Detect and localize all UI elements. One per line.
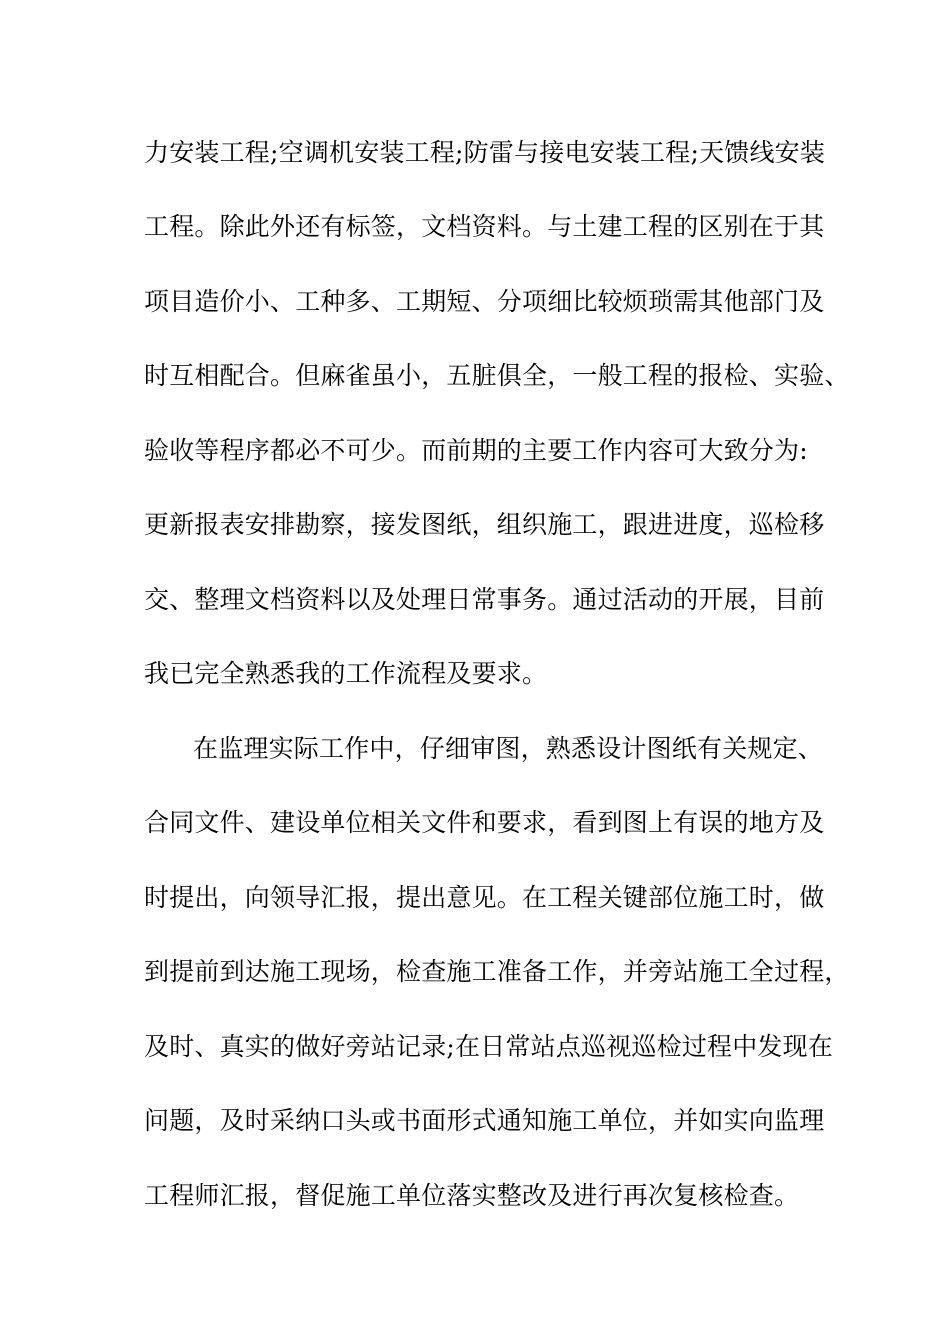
- text-line: 我已完全熟悉我的工作流程及要求。: [144, 659, 548, 688]
- text-line: 交、整理文档资料以及处理日常事务。通过活动的开展，目前: [144, 585, 825, 614]
- text-line: 工程。除此外还有标签，文档资料。与土建工程的区别在于其: [144, 212, 825, 241]
- text-line: 及时、真实的做好旁站记录;在日常站点巡视巡检过程中发现在: [144, 1032, 834, 1061]
- text-line: 工程师汇报，督促施工单位落实整改及进行再次复核检查。: [144, 1181, 800, 1210]
- text-line: 问题，及时采纳口头或书面形式通知施工单位，并如实向监理: [144, 1106, 825, 1135]
- text-line: 项目造价小、工种多、工期短、分项细比较烦琐需其他部门及: [144, 287, 825, 316]
- text-line: 到提前到达施工现场，检查施工准备工作，并旁站施工全过程，: [144, 957, 850, 986]
- text-line: 力安装工程;空调机安装工程;防雷与接电安装工程;天馈线安装: [144, 138, 826, 167]
- text-line: 验收等程序都必不可少。而前期的主要工作内容可大致分为:: [144, 436, 808, 465]
- text-line: 时互相配合。但麻雀虽小，五脏俱全，一般工程的报检、实验、: [144, 361, 850, 390]
- text-line: 合同文件、建设单位相关文件和要求，看到图上有误的地方及: [144, 808, 825, 837]
- text-line: 时提出，向领导汇报，提出意见。在工程关键部位施工时，做: [144, 883, 825, 912]
- text-line: 在监理实际工作中，仔细审图，熟悉设计图纸有关规定、: [193, 734, 824, 763]
- text-line: 更新报表安排勘察，接发图纸，组织施工，跟进进度，巡检移: [144, 510, 825, 539]
